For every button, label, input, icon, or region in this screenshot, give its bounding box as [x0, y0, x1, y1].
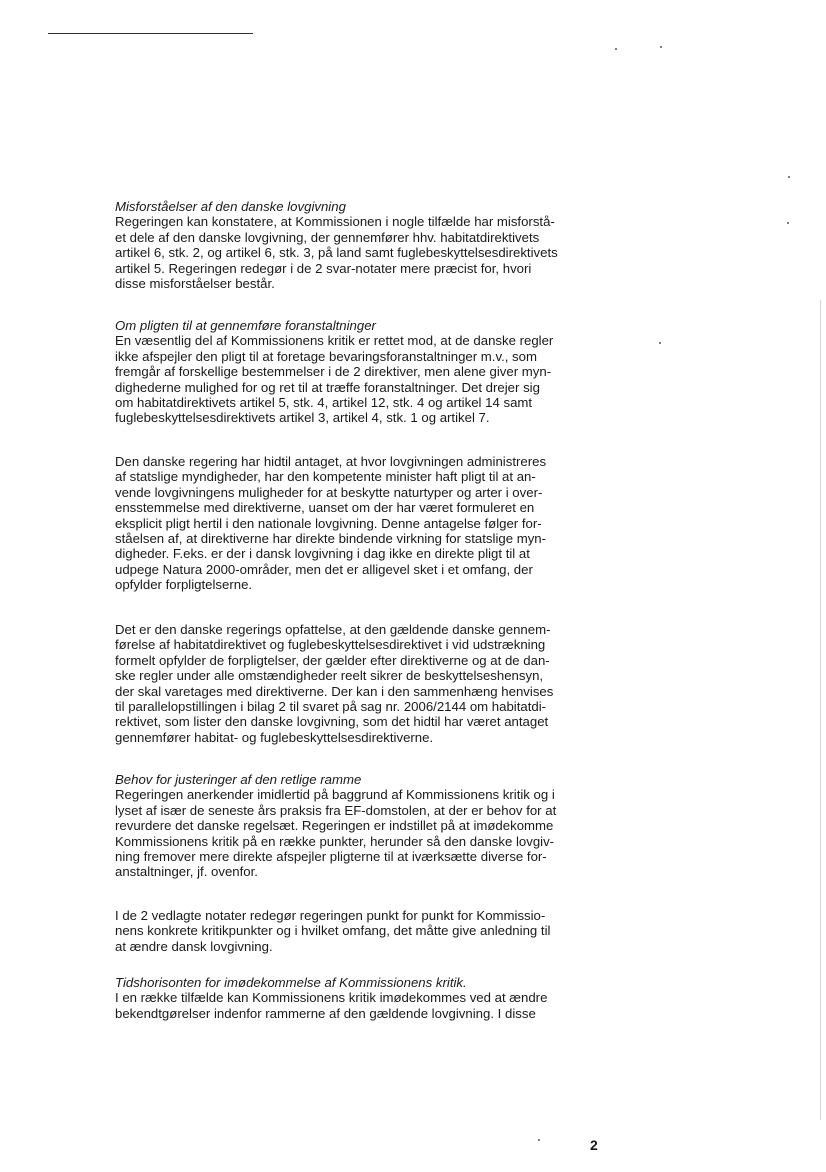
page-number: 2	[590, 1137, 598, 1153]
text-line: rektivet, som lister den danske lovgivning, som det hidtil har været antaget	[115, 714, 549, 730]
text-line: I de 2 vedlagte notater redegør regeringen punkt for punkt for Kommissio-	[115, 908, 546, 923]
text-line: udpege Natura 2000-områder, men det er alligevel sket i et omfang, der	[115, 561, 533, 577]
text-line: Det er den danske regerings opfattelse, at den gældende danske gennem-	[115, 622, 551, 637]
text-line: revurdere det danske regelsæt. Regeringen er indstillet på at imødekomme	[115, 818, 554, 834]
text-line: Regeringen kan konstatere, at Kommissionen i nogle tilfælde har misforstå-	[115, 214, 555, 230]
text-line: formelt opfylder de forpligtelser, der gælder efter direktiverne og at de dan-	[115, 652, 550, 668]
section-pligt-foranstaltninger	[115, 318, 615, 426]
scan-speck	[788, 176, 790, 178]
paragraph-regering-antaget	[115, 454, 615, 593]
text-line: bekendtgørelser indenfor rammerne af den gældende lovgivning. I disse	[115, 1005, 536, 1021]
text-line: Den danske regering har hidtil antaget, at hvor lovgivningen administreres	[115, 454, 547, 469]
scan-speck	[660, 46, 662, 48]
text-line: artikel 6, stk. 2, og artikel 6, stk. 3, på land samt fuglebeskyttelsesdirektivets	[115, 245, 558, 261]
text-line: til parallelopstillingen i bilag 2 til svaret på sag nr. 2006/2144 om habitatdi-	[115, 699, 547, 715]
text-line: fremgår af forskellige bestemmelser i de 2 direktiver, men alene giver myn-	[115, 364, 552, 380]
section-tidshorisonten	[115, 975, 615, 1021]
section-behov-justeringer	[115, 772, 615, 880]
section-heading: Om pligten til at gennemføre foranstaltninger	[115, 318, 376, 333]
section-heading: Behov for justeringer af den retlige ramme	[115, 772, 362, 787]
text-line: artikel 5. Regeringen redegør i de 2 svar-notater mere præcist for, hvori	[115, 260, 532, 276]
text-line: ståelsen af, at direktiverne har direkte bindende virkning for statslige myn-	[115, 531, 547, 547]
text-line: I en række tilfælde kan Kommissionens kritik imødekommes ved at ændre	[115, 990, 548, 1006]
text-line: En væsentlig del af Kommissionens kritik er rettet mod, at de danske regler	[115, 333, 554, 349]
paragraph-vedlagte-notater	[115, 908, 615, 954]
text-line: ning fremover mere direkte afspejler pligterne til at iværksætte diverse for-	[115, 849, 547, 865]
text-line: ikke afspejler den pligt til at foretage bevaringsforanstaltninger m.v., som	[115, 348, 537, 364]
text-line: Regeringen anerkender imidlertid på baggrund af Kommissionens kritik og i	[115, 787, 555, 803]
text-line: ensstemmelse med direktiverne, uanset om der har været formuleret en	[115, 500, 535, 516]
text-line: anstaltninger, jf. ovenfor.	[115, 864, 258, 880]
top-rule	[48, 33, 253, 34]
text-line: ske regler under alle omstændigheder reelt sikrer de beskyttelseshensyn,	[115, 668, 544, 684]
text-line: eksplicit pligt hertil i den nationale lovgivning. Denne antagelse følger for-	[115, 515, 542, 531]
text-line: nens konkrete kritikpunkter og i hvilket omfang, det måtte give anledning til	[115, 923, 551, 939]
text-line: lyset af især de seneste års praksis fra EF-domstolen, at der er behov for at	[115, 802, 557, 818]
section-heading: Tidshorisonten for imødekommelse af Kommissionens kritik.	[115, 975, 467, 990]
text-line: om habitatdirektivets artikel 5, stk. 4, artikel 12, stk. 4 og artikel 14 samt	[115, 395, 533, 411]
scan-speck	[787, 222, 789, 224]
section-misforstaaelser	[115, 199, 615, 291]
text-line: disse misforståelser består.	[115, 276, 275, 292]
text-line: digheder. F.eks. er der i dansk lovgivning i dag ikke en direkte pligt til at	[115, 546, 530, 562]
text-line: af statslige myndigheder, har den kompetente minister haft pligt til at an-	[115, 469, 536, 485]
text-line: opfylder forpligtelserne.	[115, 577, 253, 593]
text-line: dighederne mulighed for og ret til at træffe foranstaltninger. Det drejer sig	[115, 379, 540, 395]
section-heading: Misforståelser af den danske lovgivning	[115, 199, 346, 214]
scan-edge-line	[820, 300, 821, 1120]
scan-speck	[615, 48, 617, 50]
text-line: der skal varetages med direktiverne. Der kan i den sammenhæng henvises	[115, 683, 554, 699]
scan-speck	[659, 342, 661, 344]
text-line: fuglebeskyttelsesdirektivets artikel 3, artikel 4, stk. 1 og artikel 7.	[115, 410, 490, 426]
scan-speck	[538, 1139, 540, 1141]
text-line: førelse af habitatdirektivet og fuglebeskyttelsesdirektivet i vid udstrækning	[115, 637, 546, 653]
paragraph-regerings-opfattelse	[115, 622, 615, 745]
text-line: gennemfører habitat- og fuglebeskyttelsesdirektiverne.	[115, 729, 434, 745]
text-line: et dele af den danske lovgivning, der gennemfører hhv. habitatdirektivets	[115, 229, 540, 245]
text-line: Kommissionens kritik på en række punkter, herunder så den danske lovgiv-	[115, 833, 555, 849]
text-line: vende lovgivningens muligheder for at beskytte naturtyper og arter i over-	[115, 484, 543, 500]
text-line: at ændre dansk lovgivning.	[115, 938, 273, 954]
